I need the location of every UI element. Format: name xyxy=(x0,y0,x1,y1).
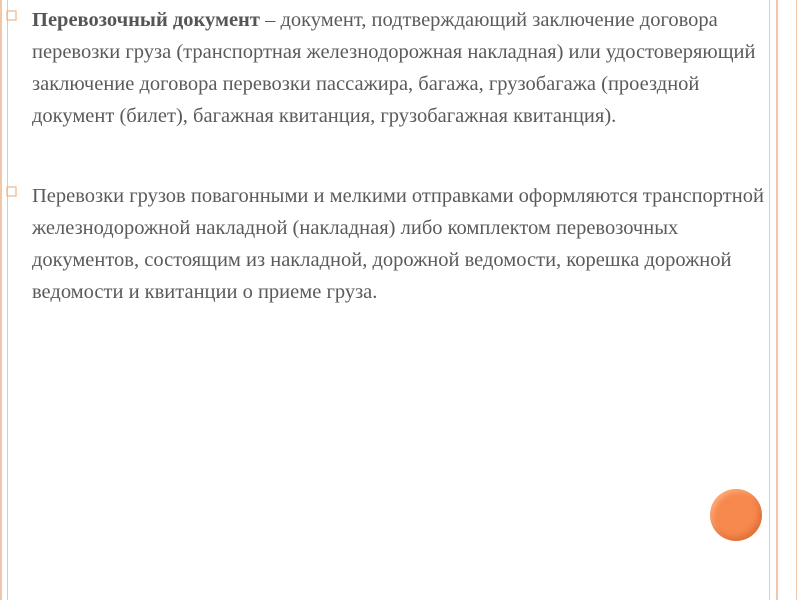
square-outline-icon xyxy=(6,10,18,22)
registration-text: Перевозки грузов повагонными и мелкими отправками оформляются транспортной железнодорожной накладной (накладная) либо комплектом перевозочных документов, состоящим из накладной, дорожной ведомости, корешка дорожной ведомости и квитанции о приеме груза. xyxy=(32,185,764,303)
right-border-line xyxy=(776,0,778,600)
definition-term: Перевозочный документ xyxy=(32,9,260,31)
definition-text: – документ, подтверждающий заключение договора перевозки груза (транспортная железнодорожная накладная) или удостоверяющий заключение договора перевозки пассажира, багажа, грузобагажа (проездной документ (билет), багажная квитанция, грузобагажная квитанция). xyxy=(32,9,756,127)
square-outline-icon xyxy=(6,186,18,198)
paragraph-definition xyxy=(6,4,772,132)
slide-body xyxy=(6,4,772,308)
right-border-line xyxy=(796,0,797,600)
paragraph-registration xyxy=(6,180,772,308)
left-border-line xyxy=(0,0,2,600)
decorative-orange-circle xyxy=(710,489,762,541)
